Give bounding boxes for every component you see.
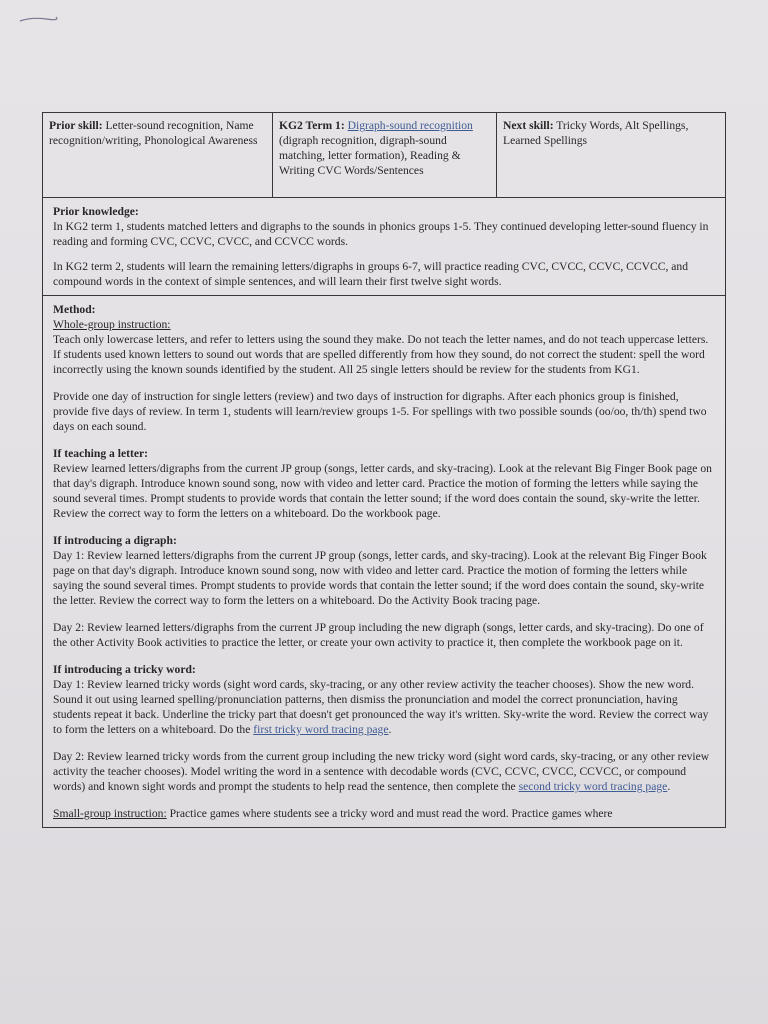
term-cell: [273, 113, 497, 197]
digraph-heading: If introducing a digraph:: [53, 534, 177, 547]
letter-text: Review learned letters/digraphs from the current JP group (songs, letter cards, and sky-tracing). Look at the relevant Big Finger Book page on that day's digraph. Introduce known sound song, now with video and letter card. Practice the motion of forming the letters while saying the sound several times. Prompt students to provide words that contain the letter sound; if the word does contain the sound, sky-write the letter. Review the correct way to form the letters on a whiteboard. Do the workbook page.: [53, 462, 712, 520]
prior-knowledge-section: [43, 198, 725, 296]
digraph-sound-link[interactable]: Digraph-sound recognition: [347, 119, 473, 132]
second-tricky-word-link[interactable]: second tricky word tracing page: [518, 780, 668, 793]
small-group-paragraph: [53, 806, 715, 821]
prior-knowledge-p1: In KG2 term 1, students matched letters and digraphs to the sounds in phonics groups 1-5. They continued developing letter-sound fluency in reading and forming CVC, CCVC, CVCC, and CCVCC words.: [53, 220, 709, 248]
tricky-day1-end: .: [388, 723, 392, 736]
term-text: (digraph recognition, digraph-sound matching, letter formation), Reading & Writing CVC Words/Sentences: [279, 134, 461, 177]
prior-skill-cell: [43, 113, 273, 197]
small-group-text: Practice games where students see a tricky word and must read the word. Practice games where: [166, 807, 613, 820]
tricky-day1-paragraph: [53, 677, 715, 737]
tricky-day1-text: Day 1: Review learned tricky words (sight word cards, sky-tracing, or any other review activity the teacher chooses). Show the new word. Sound it out using learned spelling/pronunciation patterns, then dismiss the pronunciation and model the correct pronunciation, having students repeat it back. Underline the tricky part that doesn't get pronounced the way it's written. Sky-write the word. Review the correct way to form the letters on a whiteboard. Do the: [53, 678, 709, 736]
letter-heading: If teaching a letter:: [53, 447, 148, 460]
prior-skill-text: Letter-sound recognition, Name recognition/writing, Phonological Awareness: [49, 119, 258, 147]
pen-mark: [18, 14, 58, 24]
digraph-day1: Day 1: Review learned letters/digraphs from the current JP group (songs, letter cards, and sky-tracing). Look at the relevant Big Finger Book page on that day's digraph. Introduce known sound song, now with video and letter card. Practice the motion of forming the letters while saying the sound several times. Prompt students to provide words that contain the letter sound; if the word does contain the sound, sky-write the letter. Review the correct way to form the letters on a whiteboard. Do the Activity Book tracing page.: [53, 549, 707, 607]
prior-skill-label: Prior skill:: [49, 119, 103, 132]
term-label: KG2 Term 1:: [279, 119, 345, 132]
next-skill-label: Next skill:: [503, 119, 554, 132]
next-skill-cell: [497, 113, 725, 197]
whole-group-p2: Provide one day of instruction for single letters (review) and two days of instruction for digraphs. After each phonics group is finished, provide five days of review. In term 1, students will learn/review groups 1-5. For spellings with two possible sounds (oo/oo, th/th) spend two days on each sound.: [53, 390, 707, 433]
prior-knowledge-p2: In KG2 term 2, students will learn the remaining letters/digraphs in groups 6-7, will practice reading CVC, CVCC, CCVC, CCVCC, and compound words in the context of simple sentences, and will learn their first twelve sight words.: [53, 260, 688, 288]
tricky-day2-paragraph: [53, 749, 715, 794]
tricky-heading: If introducing a tricky word:: [53, 663, 196, 676]
digraph-day2: Day 2: Review learned letters/digraphs from the current JP group including the new digraph (songs, letter cards, and sky-tracing). Do one of the other Activity Book activities to practice the letter, or create your own activity to practice it, then complete the workbook page on it.: [53, 621, 704, 649]
small-group-label: Small-group instruction:: [53, 807, 167, 820]
whole-group-label: Whole-group instruction:: [53, 318, 171, 331]
lesson-plan-table: [42, 112, 726, 828]
method-heading: Method:: [53, 303, 96, 316]
whole-group-p1: Teach only lowercase letters, and refer to letters using the sound they make. Do not teach the letter names, and do not teach uppercase letters. If students used known letters to sound out words that are spelled differently from how they sound, do not correct the student: spell the word incorrectly using the known sounds identified by the student. All 25 single letters should be review for the students from KG1.: [53, 333, 709, 376]
method-section: [43, 296, 725, 827]
tricky-day2-end: .: [667, 780, 671, 793]
next-skill-text: Tricky Words, Alt Spellings, Learned Spellings: [503, 119, 689, 147]
tricky-day2-text: Day 2: Review learned tricky words from the current group including the new tricky word (sight word cards, sky-tracing, or any other review activity the teacher chooses). Model writing the word in a sentence with decodable words (CVC, CCVC, CVCC, CCVCC, or compound words) and known sight words and prompt the students to help read the sentence, then complete the: [53, 750, 710, 793]
skills-row: [43, 113, 725, 198]
first-tricky-word-link[interactable]: first tricky word tracing page: [253, 723, 389, 736]
prior-knowledge-heading: Prior knowledge:: [53, 205, 139, 218]
